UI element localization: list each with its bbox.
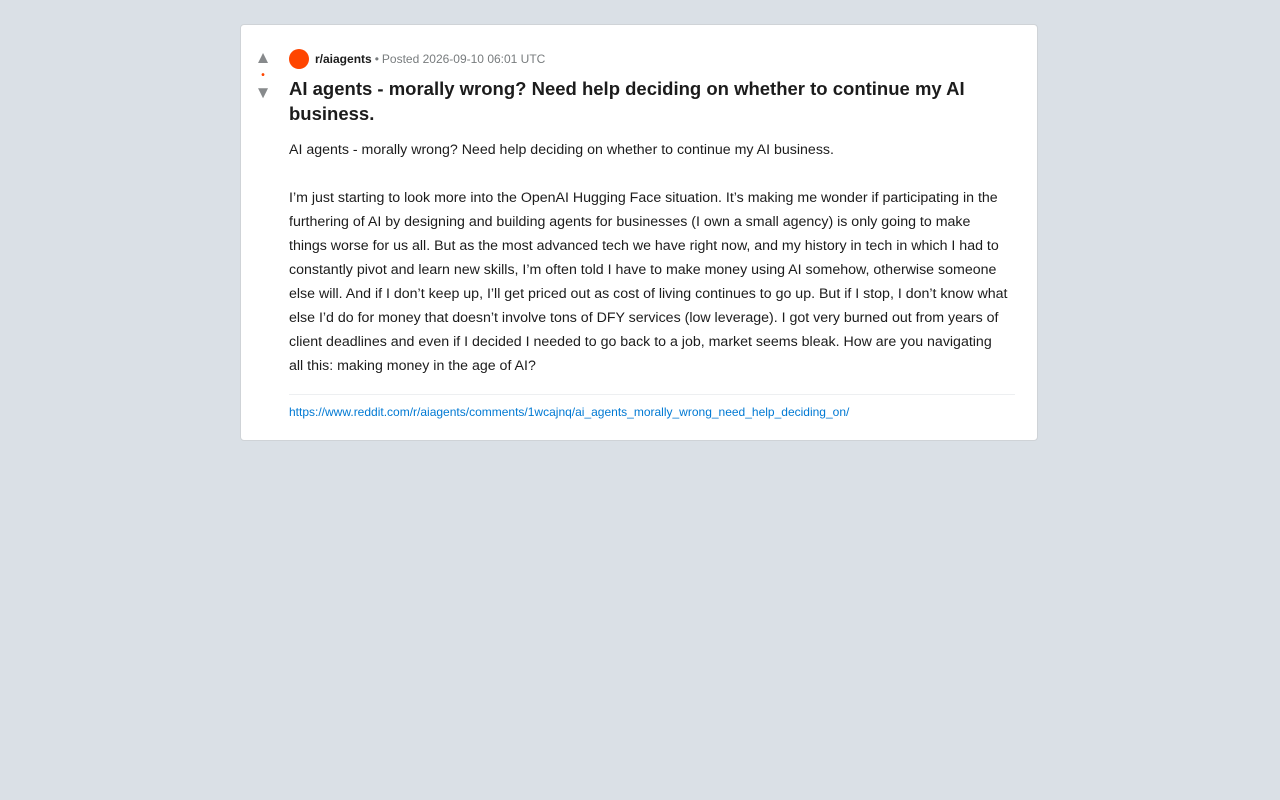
meta-separator: • — [374, 52, 379, 66]
upvote-arrow-icon[interactable]: ▲ — [254, 48, 272, 67]
post-title[interactable]: AI agents - morally wrong? Need help deciding on whether to continue my AI business. — [289, 78, 965, 124]
post-permalink[interactable]: https://www.reddit.com/r/aiagents/comments/1wcajnq/ai_agents_morally_wrong_need_help_deciding_on/ — [289, 405, 850, 419]
vote-column — [241, 49, 285, 102]
post-body-paragraph: I’m just starting to look more into the OpenAI Hugging Face situation. It’s making me wonder if participating in the furthering of AI by designing and building agents for businesses (I own a small agency) is only going to make things worse for us all. But as the most advanced tech we have right now, and my history in tech in which I had to constantly pivot and learn new skills, I’m often told I have to make money using AI somehow, otherwise someone else will. And if I don’t keep up, I’ll get priced out as cost of living continues to go up. But if I stop, I don’t know what else I’d do for money that doesn’t involve tons of DFY services (low leverage). I got very burned out from years of client deadlines and even if I decided I needed to go back to a job, market seems bleak. How are you navigating all this: making money in the age of AI? — [289, 190, 1008, 374]
post-body — [289, 138, 1009, 378]
post-body-paragraph: AI agents - morally wrong? Need help deciding on whether to continue my AI business. — [289, 142, 834, 158]
subreddit-avatar-icon[interactable] — [289, 49, 309, 69]
downvote-arrow-icon[interactable]: ▼ — [254, 83, 272, 102]
post-content — [289, 49, 1015, 420]
subreddit-name-link[interactable]: r/aiagents — [315, 52, 372, 66]
vote-score: • — [261, 70, 265, 81]
post-card — [240, 24, 1038, 441]
divider — [289, 394, 1015, 395]
post-meta — [289, 49, 1015, 69]
post-timestamp: Posted 2026-09-10 06:01 UTC — [381, 52, 546, 66]
